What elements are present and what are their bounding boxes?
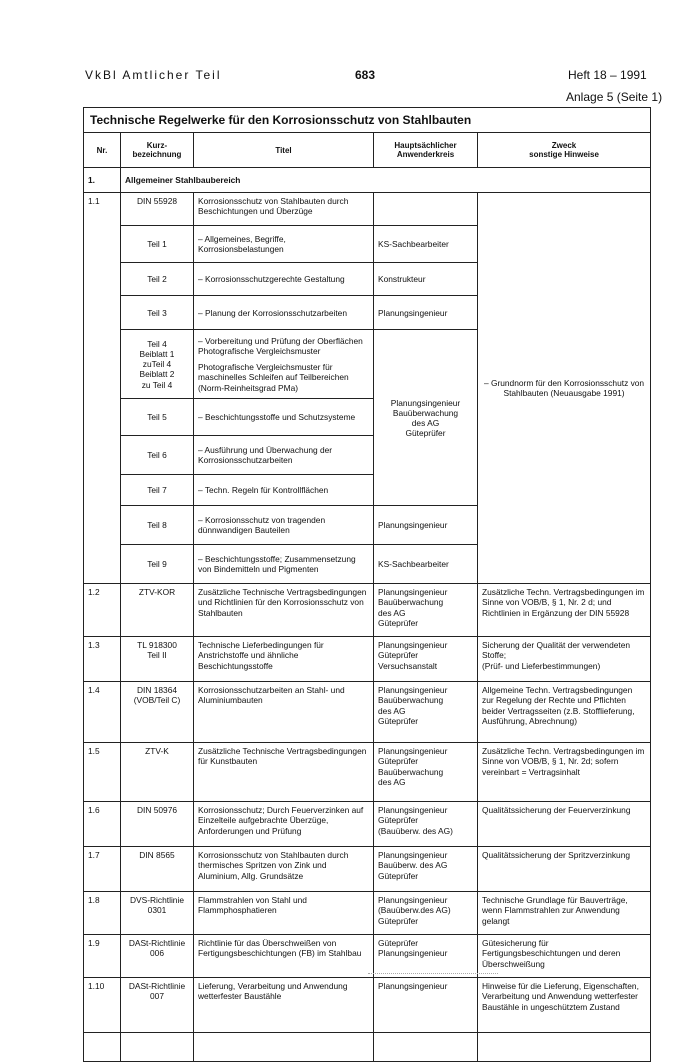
part-code: Teil 3 — [121, 296, 194, 330]
section-row — [84, 168, 651, 193]
section-nr: 1. — [84, 168, 121, 193]
part-user: Konstrukteur — [374, 263, 478, 296]
empty-cell — [194, 1033, 374, 1062]
table-row — [84, 637, 651, 682]
part-code: Teil 4 Beiblatt 1 zuTeil 4 Beiblatt 2 zu Teil 4 — [121, 330, 194, 399]
part-title-text: – Techn. Regeln für Kontrollflächen — [198, 485, 329, 496]
row-user: Planungsingenieur Güteprüfer (Bauüberw. des AG) — [374, 802, 478, 847]
row-code: DIN 55928 — [121, 193, 194, 226]
table-row — [84, 584, 651, 637]
empty-cell — [478, 1033, 651, 1062]
empty-cell — [121, 1033, 194, 1062]
row-nr: 1.1 — [84, 193, 121, 584]
row-code: DVS-Richtlinie 0301 — [121, 892, 194, 935]
col-header-user: Hauptsächlicher Anwenderkreis — [374, 133, 478, 168]
row-code: DIN 8565 — [121, 847, 194, 892]
issue-label: Heft 18 – 1991 — [568, 68, 647, 82]
column-header-row — [84, 133, 651, 168]
part-code: Teil 2 — [121, 263, 194, 296]
row-nr: 1.9 — [84, 935, 121, 978]
row-nr: 1.2 — [84, 584, 121, 637]
empty-cell — [84, 1033, 121, 1062]
row-note: Qualitätssicherung der Spritzverzinkung — [478, 847, 651, 892]
footer-mark — [368, 973, 498, 974]
part-title — [194, 545, 374, 584]
row-code: ZTV-K — [121, 743, 194, 802]
row-code: DASt-Richtlinie 007 — [121, 978, 194, 1033]
part-title — [194, 226, 374, 263]
part-title — [194, 436, 374, 475]
part-title-text: – Vorbereitung und Prüfung der Oberflächen Photografische Vergleichsmuster — [198, 336, 363, 357]
row-title: Zusätzliche Technische Vertragsbedingungen und Richtlinien für den Korrosionsschutz von Stahlbauten — [194, 584, 374, 637]
part-user: Planungsingenieur — [374, 506, 478, 545]
part-title-text: – Ausführung und Überwachung der Korrosionsschutzarbeiten — [198, 445, 333, 466]
row-title: Korrosionsschutz; Durch Feuerverzinken auf Einzelteile aufgebrachte Überzüge, Anforderungen und Prüfung — [194, 802, 374, 847]
section-label: Allgemeiner Stahlbaubereich — [121, 168, 651, 193]
row-title: Zusätzliche Technische Vertragsbedingungen für Kunstbauten — [194, 743, 374, 802]
row-nr: 1.8 — [84, 892, 121, 935]
row-title: Lieferung, Verarbeitung und Anwendung wetterfester Baustähle — [194, 978, 374, 1033]
row-title: Richtlinie für das Überschweißen von Fertigungsbeschichtungen (FB) im Stahlbau — [194, 935, 374, 978]
empty-cell — [374, 1033, 478, 1062]
part-title — [194, 475, 374, 506]
part-code: Teil 1 — [121, 226, 194, 263]
row-code: DIN 18364 (VOB/Teil C) — [121, 682, 194, 743]
row-note: Zusätzliche Techn. Vertragsbedingungen im Sinne von VOB/B, § 1, Nr. 2d; sofern vereinbart = Vertragsinhalt — [478, 743, 651, 802]
row-code: TL 918300 Teil II — [121, 637, 194, 682]
row-note: Qualitätssicherung der Feuerverzinkung — [478, 802, 651, 847]
table-row — [84, 193, 651, 226]
row-nr: 1.5 — [84, 743, 121, 802]
row-note: Allgemeine Techn. Vertragsbedingungen zur Regelung der Rechte und Pflichten beider Vertragsseiten (z.B. Stofflieferung, Ausführung, Abrechnung) — [478, 682, 651, 743]
row-user: Planungsingenieur Bauüberw. des AG Güteprüfer — [374, 847, 478, 892]
part-title — [194, 330, 374, 399]
part-title-text: – Beschichtungsstoffe; Zusammensetzung von Bindemitteln und Pigmenten — [198, 554, 356, 575]
row-note: Technische Grundlage für Bauverträge, wenn Flammstrahlen zur Anwendung gelangt — [478, 892, 651, 935]
part-title-text: – Allgemeines, Begriffe, Korrosionsbelastungen — [198, 234, 286, 255]
row-user: Planungsingenieur Bauüberwachung des AG Güteprüfer — [374, 584, 478, 637]
part-title-text: – Planung der Korrosionsschutzarbeiten — [198, 307, 347, 318]
row-nr: 1.6 — [84, 802, 121, 847]
table-row — [84, 847, 651, 892]
table-title: Technische Regelwerke für den Korrosionsschutz von Stahlbauten — [84, 108, 651, 133]
empty-row — [84, 1033, 651, 1062]
row-nr: 1.3 — [84, 637, 121, 682]
journal-header: VkBl Amtlicher Teil — [85, 68, 222, 82]
part-title — [194, 399, 374, 436]
row-nr: 1.7 — [84, 847, 121, 892]
row-title: Flammstrahlen von Stahl und Flammphosphatieren — [194, 892, 374, 935]
page-number: 683 — [355, 68, 376, 82]
part-title — [194, 263, 374, 296]
part-title — [194, 506, 374, 545]
row-code: ZTV-KOR — [121, 584, 194, 637]
row-title: Technische Lieferbedingungen für Anstrichstoffe und ähnliche Beschichtungsstoffe — [194, 637, 374, 682]
col-header-title: Titel — [194, 133, 374, 168]
table-row — [84, 743, 651, 802]
part-code: Teil 6 — [121, 436, 194, 475]
row-user: Planungsingenieur — [374, 978, 478, 1033]
part-title-text-2: Photografische Vergleichsmuster für maschinelles Schleifen auf Teilbereichen (Norm-Reinheitsgrad PMa) — [198, 362, 349, 393]
col-header-note: Zweck sonstige Hinweise — [478, 133, 651, 168]
part-title-text: – Korrosionsschutzgerechte Gestaltung — [198, 274, 345, 285]
table-row — [84, 802, 651, 847]
row-user: Planungsingenieur Bauüberwachung des AG Güteprüfer — [374, 682, 478, 743]
row-code: DASt-Richtlinie 006 — [121, 935, 194, 978]
table-row — [84, 892, 651, 935]
part-code: Teil 5 — [121, 399, 194, 436]
annex-label: Anlage 5 (Seite 1) — [566, 90, 663, 104]
row-note: Gütesicherung für Fertigungsbeschichtungen und deren Überschweißung — [478, 935, 651, 978]
row-user — [374, 193, 478, 226]
row-title: Korrosionsschutz von Stahlbauten durch Beschichtungen und Überzüge — [194, 193, 374, 226]
row-title: Korrosionsschutz von Stahlbauten durch thermisches Spritzen von Zink und Aluminium, Allg. Grundsätze — [194, 847, 374, 892]
row-user: Güteprüfer Planungsingenieur — [374, 935, 478, 978]
part-user: KS-Sachbearbeiter — [374, 226, 478, 263]
row-note: Sicherung der Qualität der verwendeten Stoffe; (Prüf- und Lieferbestimmungen) — [478, 637, 651, 682]
row-user: Planungsingenieur Güteprüfer Bauüberwachung des AG — [374, 743, 478, 802]
regulations-table — [83, 107, 651, 1062]
part-code: Teil 8 — [121, 506, 194, 545]
part-code: Teil 7 — [121, 475, 194, 506]
row-user: Planungsingenieur (Bauüberw.des AG) Güteprüfer — [374, 892, 478, 935]
part-code: Teil 9 — [121, 545, 194, 584]
row-title: Korrosionsschutzarbeiten an Stahl- und Aluminiumbauten — [194, 682, 374, 743]
table-row — [84, 935, 651, 978]
row-note: – Grundnorm für den Korrosionsschutz von Stahlbauten (Neuausgabe 1991) — [478, 193, 651, 584]
part-title — [194, 296, 374, 330]
row-nr: 1.4 — [84, 682, 121, 743]
row-code: DIN 50976 — [121, 802, 194, 847]
part-user-group: Planungsingenieur Bauüberwachung des AG Güteprüfer — [374, 330, 478, 506]
table-row — [84, 682, 651, 743]
col-header-code: Kurz- bezeichnung — [121, 133, 194, 168]
row-note: Zusätzliche Techn. Vertragsbedingungen im Sinne von VOB/B, § 1, Nr. 2 d; und Richtlinien in Ergänzung der DIN 55928 — [478, 584, 651, 637]
part-user: Planungsingenieur — [374, 296, 478, 330]
row-note: Hinweise für die Lieferung, Eigenschaften, Verarbeitung und Anwendung wetterfester Baustähle in ungeschütztem Zustand — [478, 978, 651, 1033]
row-user: Planungsingenieur Güteprüfer Versuchsanstalt — [374, 637, 478, 682]
col-header-nr: Nr. — [84, 133, 121, 168]
table-row — [84, 978, 651, 1033]
part-title-text: – Beschichtungsstoffe und Schutzsysteme — [198, 412, 356, 423]
row-nr: 1.10 — [84, 978, 121, 1033]
part-user: KS-Sachbearbeiter — [374, 545, 478, 584]
part-title-text: – Korrosionsschutz von tragenden dünnwandigen Bauteilen — [198, 515, 326, 536]
